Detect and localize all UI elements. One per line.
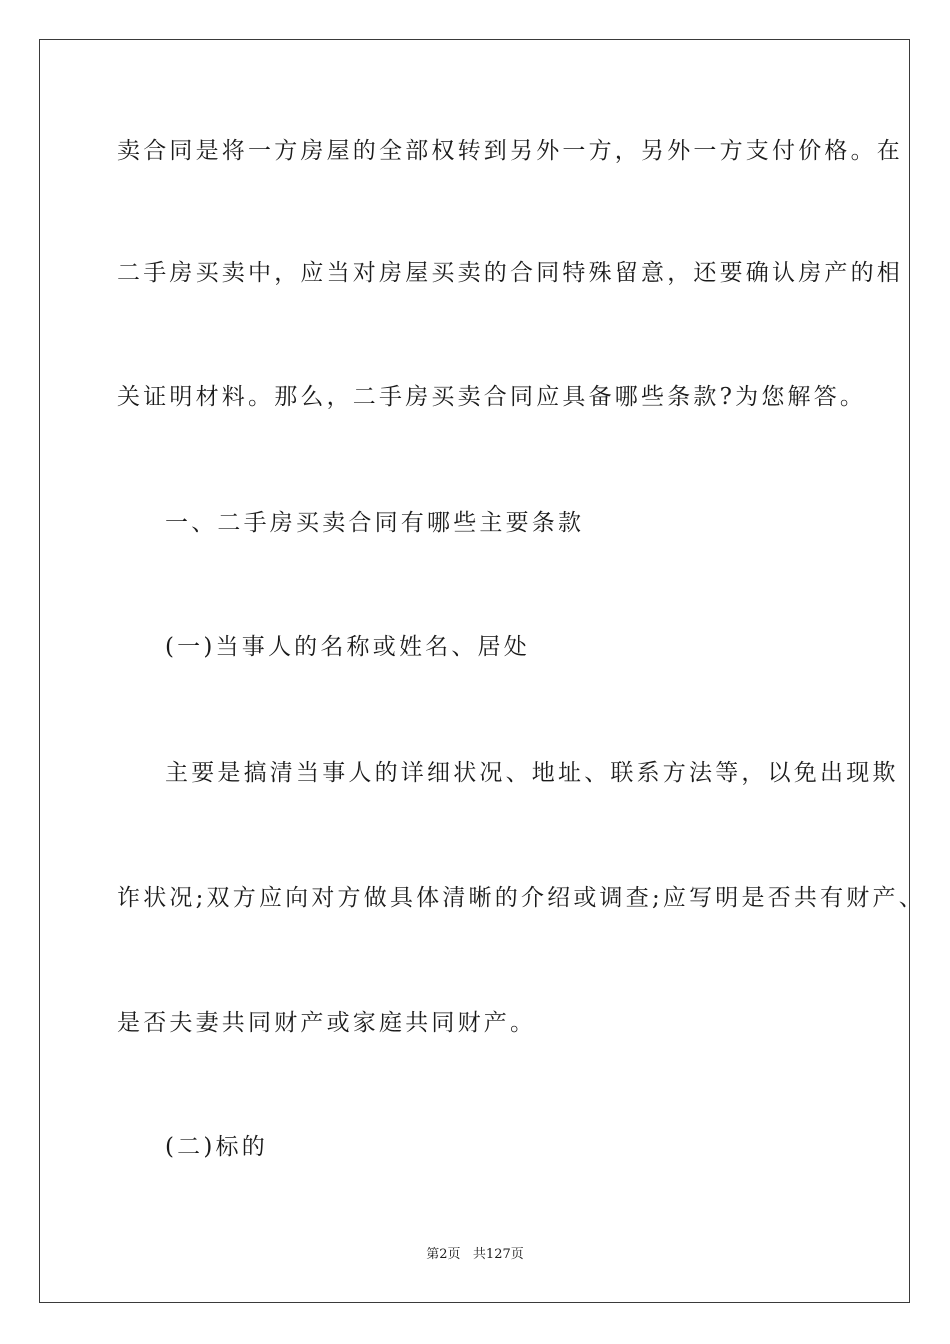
page-number-footer: 第2页 共127页	[426, 1247, 524, 1262]
subsection-heading: (一)当事人的名称或姓名、居处	[165, 634, 530, 660]
body-text-line: 二手房买卖中，应当对房屋买卖的合同特殊留意，还要确认房产的相	[117, 260, 903, 286]
body-text-line: 关证明材料。那么，二手房买卖合同应具备哪些条款?为您解答。	[117, 384, 867, 410]
body-text-line: 主要是搞清当事人的详细状况、地址、联系方法等，以免出现欺	[165, 760, 899, 786]
body-text-line: 是否夫妻共同财产或家庭共同财产。	[117, 1010, 537, 1036]
subsection-heading: (二)标的	[165, 1134, 268, 1160]
body-text-line: 卖合同是将一方房屋的全部权转到另外一方，另外一方支付价格。在	[117, 138, 903, 164]
section-heading: 一、二手房买卖合同有哪些主要条款	[165, 510, 585, 536]
page-border	[39, 39, 910, 1303]
body-text-line: 诈状况;双方应向对方做具体清晰的介绍或调查;应写明是否共有财产、	[117, 885, 925, 911]
